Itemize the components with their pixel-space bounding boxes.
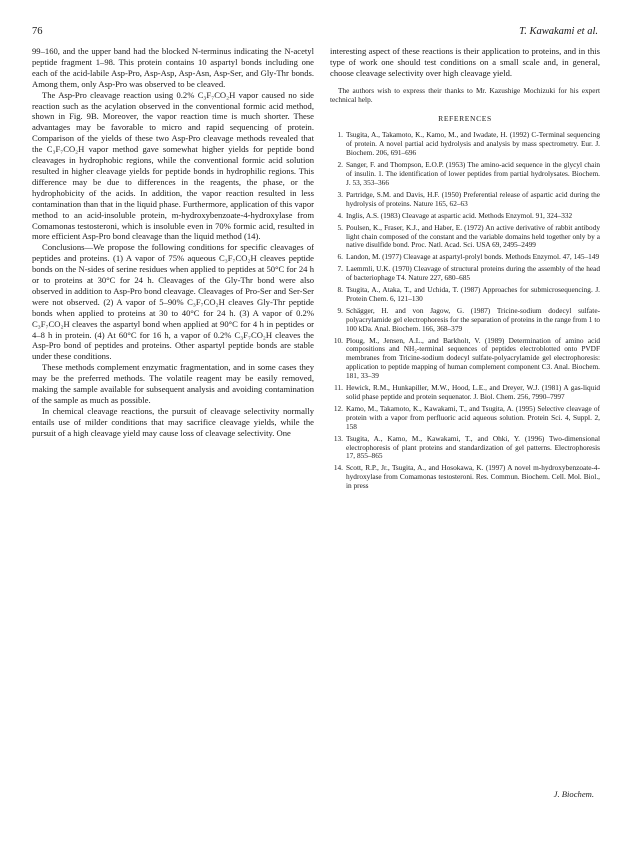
references-heading: REFERENCES	[438, 113, 492, 123]
reference-item: 3. Partridge, S.M. and Davis, H.F. (1950) Preferential release of aspartic acid during the hydrolysis of proteins. Nature 165, 62–63	[337, 189, 600, 208]
reference-item: 1. Tsugita, A., Takamoto, K., Kamo, M., and Iwadate, H. (1992) C-Terminal sequencing of protein. A novel partial acid hydrolysis and analysis by mass spectrometry. Eur. J. Biochem. 206, 691–696	[337, 130, 600, 158]
body-paragraph: These methods complement enzymatic fragmentation, and in some cases they may be the preferred methods. The volatile reagent may be easily removed, making the sample available for subsequent analysis and avoiding contamination of the sample as much as possible.	[32, 362, 314, 405]
reference-item: 6. Landon, M. (1977) Cleavage at aspartyl-prolyl bonds. Methods Enzymol. 47, 145–149	[337, 252, 600, 262]
reference-item: 4. Inglis, A.S. (1983) Cleavage at aspartic acid. Methods Enzymol. 91, 324–332	[337, 210, 573, 220]
reference-item: 5. Poulsen, K., Fraser, K.J., and Haber, E. (1972) An active derivative of rabbit antibody light chain composed of the constant and the variable domains held together only by a native disulfide bond. Proc. Natl. Acad. Sci. USA 69, 2495–2499	[337, 222, 600, 250]
running-head: T. Kawakami et al.	[519, 26, 598, 37]
reference-item: 7. Laemmli, U.K. (1970) Cleavage of structural proteins during the assembly of the head of bacteriophage T4. Nature 227, 680–685	[337, 264, 600, 283]
reference-item: 14. Scott, R.P., Jr., Tsugita, A., and Hosokawa, K. (1997) A novel m-hydroxybenzoate-4-hydroxylase from Comamonas testosteroni. Res. Commun. Biochem. Cell. Mol. Biol., in press	[333, 463, 600, 491]
body-paragraph: The Asp-Pro cleavage reaction using 0.2% C₃F₇CO₂H vapor caused no side reaction such as the acylation observed in the conventional formic acid method, shown in Fig. 9B. Moreover, the vapor reaction time is much shorter. These advantages may be favorable to micro and rapid sequencing of protein. Comparison of the yields of these two Asp-Pro cleavage methods revealed that the C₃F₇CO₂H vapor method gave somewhat higher yields for peptide bond cleavages in hydrophobic regions, while the conventional formic acid solution resulted in higher cleavage yields for peptide bonds in hydrophilic regions. This difference may be due to differences in the reagents, the phase, or the hydrophobicity of the acids. In addition, the vapor reaction resulted in less contamination than that in the liquid phase. Furthermore, application of this vapor method to an acid-insoluble protein, m-hydroxybenzoate-4-hydroxylase from Comamonas testosteroni, which is insoluble even in 70% formic acid, resulted in more efficient Asp-Pro bond cleavage than the liquid method (14).	[32, 89, 314, 242]
reference-item: 2. Sanger, F. and Thompson, E.O.P. (1953) The amino-acid sequence in the glycyl chain of insulin. 1. The identification of lower peptides from partial hydrolysates. Biochem. J. 53, 353–366	[337, 160, 600, 187]
reference-list	[330, 131, 600, 491]
body-paragraph-continued: interesting aspect of these reactions is their application to proteins, and in this type of work one should test conditions on a small scale and, in general, choose cleavage selectivity over high cleavage yield.	[330, 46, 600, 78]
journal-footer: J. Biochem.	[553, 789, 594, 799]
reference-item: 9. Schägger, H. and von Jagow, G. (1987) Tricine-sodium dodecyl sulfate-polyacrylamide gel electrophoresis for the separation of proteins in the range from 1 to 100 kDa. Anal. Biochem. 166, 368–379	[337, 305, 600, 333]
reference-item: 8. Tsugita, A., Ataka, T., and Uchida, T. (1987) Approaches for submicrosequencing. J. Protein Chem. 6, 121–130	[337, 285, 600, 303]
reference-item: 12. Kamo, M., Takamoto, K., Kawakami, T., and Tsugita, A. (1995) Selective cleavage of protein with a vapor from perfluoric acid aqueous solution. Protein Sci. 4, Suppl. 2, 158	[333, 403, 600, 431]
reference-item: 11. Hewick, R.M., Hunkapiller, M.W., Hood, L.E., and Dreyer, W.J. (1981) A gas-liquid solid phase peptide and protein sequenator. J. Biol. Chem. 256, 7990–7997	[334, 383, 600, 401]
acknowledgment: The authors wish to express their thanks to Mr. Kazushige Mochizuki for his expert technical help.	[330, 85, 600, 105]
left-column	[32, 46, 314, 439]
body-paragraph: In chemical cleavage reactions, the pursuit of cleavage selectivity normally entails use of milder conditions that may sacrifice cleavage yields, while the pursuit of a high cleavage yield may cause loss of cleavage selectivity. One	[32, 405, 314, 438]
body-paragraph: 99–160, and the upper band had the blocked N-terminus indicating the N-acetyl peptide fragment 1–98. This protein contains 10 aspartyl bonds including one each of the acid-labile Asp-Pro, Asp-Asp, Asp-Asn, Asp-Ser, and Gly-Thr bonds. Among them, only Asp-Pro was observed to be cleaved.	[32, 46, 314, 89]
right-column	[330, 46, 600, 494]
reference-item: 13. Tsugita, A., Kamo, M., Kawakami, T., and Ohki, Y. (1996) Two-dimensional electrophoresis of plant proteins and standardization of gel patterns. Electrophoresis 17, 855–865	[333, 433, 600, 461]
page-header	[32, 26, 598, 40]
conclusions-paragraph: Conclusions—We propose the following conditions for specific cleavages of peptides and proteins. (1) A vapor of 75% aqueous C₃F₇CO₂H cleaves peptide bonds on the N-sides of serine residues when applied to peptides at 50°C for 24 h or to proteins at 30°C for 24 h. Cleavages of the Gly-Thr bond were also observed in addition to Asp-Pro bond cleavage. Cleavages of Pro-Ser and Ser-Ser were not observed. (2) A vapor of 5–90% C₃F₇CO₂H cleaves Gly-Thr peptide bonds when applied to proteins at 30 to 40°C for 24 h. (3) A vapor of 0.2% C₃F₇CO₂H cleaves the aspartyl bond when applied at 90°C for 4 h in peptides or 4–8 h in protein. (4) At 60°C for 16 h, a vapor of 0.2% C₃F₇CO₂H cleaves the Asp-Pro bond of peptides and proteins. Other aspartyl peptide bonds are stable under these conditions.	[32, 242, 314, 362]
page-number: 76	[32, 26, 43, 37]
reference-item: 10. Ploug, M., Jensen, A.L., and Barkholt, V. (1989) Determination of amino acid compositions and NH₂-terminal sequences of peptides electroblotted onto PVDF membranes from Tricine-sodium dodecyl sulfate-polyacrylamide gel electrophoresis: application to peptide mapping of human complement component C3. Anal. Biochem. 181, 33–39	[333, 335, 600, 381]
